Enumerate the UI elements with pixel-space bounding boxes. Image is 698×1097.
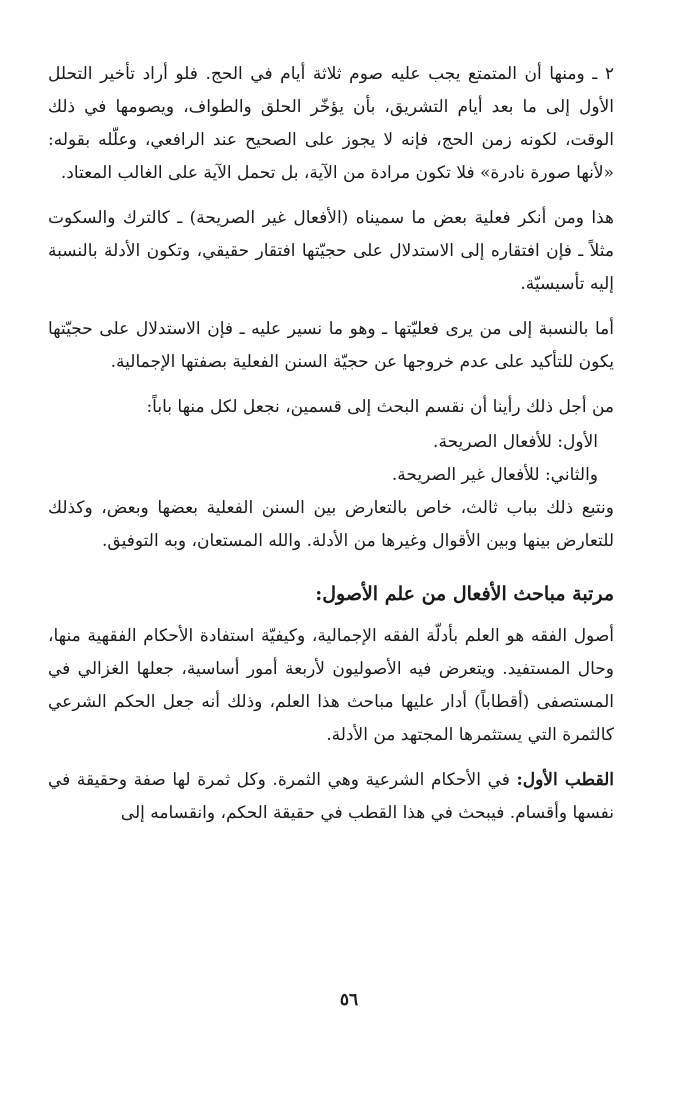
paragraph-6: أصول الفقه هو العلم بأدلّة الفقه الإجمالية، وكيفيّة استفادة الأحكام الفقهية منها، وحال المستفيد. ويتعرض فيه الأصوليون لأربعة أمور أساسية، جعلها الغزالي في المستصفى (أقطاباً) أدار عليها مباحث هذا العلم، وذلك أنه جعل الحكم الشرعي كالثمرة التي يستثمرها المجتهد من الأدلة. xyxy=(48,626,614,745)
paragraph-7-text: في الأحكام الشرعية وهي الثمرة. وكل ثمرة لها صفة وحقيقة في نفسها وأقسام. فيبحث في هذا القطب في حقيقة الحكم، وانقسامه إلى xyxy=(48,770,614,823)
list-item-first: الأول: للأفعال الصريحة. xyxy=(433,432,598,452)
paragraph-3: أما بالنسبة إلى من يرى فعليّتها ـ وهو ما نسير عليه ـ فإن الاستدلال على حجيّتها يكون للتأكيد على عدم خروجها عن حجيّة السنن الفعلية بصفتها الإجمالية. xyxy=(48,319,614,372)
list-item-second: والثاني: للأفعال غير الصريحة. xyxy=(391,465,598,485)
paragraph-5: ونتبع ذلك بباب ثالث، خاص بالتعارض بين السنن الفعلية بعضها وبعض، وكذلك للتعارض بينها وبين الأقوال وغيرها من الأدلة. والله المستعان، وبه التوفيق. xyxy=(48,498,614,551)
paragraph-7 xyxy=(48,764,614,830)
page-number: ٥٦ xyxy=(339,990,359,1010)
paragraph-1: ٢ ـ ومنها أن المتمتع يجب عليه صوم ثلاثة أيام في الحج. فلو أراد تأخير التحلل الأول إلى ما بعد أيام التشريق، بأن يؤخّر الحلق والطواف، ويصومها في ذلك الوقت، لكونه زمن الحج، فإنه لا يجوز على الصحيح عند الرافعي، وعلّله بقوله: «لأنها صورة نادرة» فلا تكون مرادة من الآية، بل تحمل الآية على الغالب المعتاد. xyxy=(48,64,614,183)
section-heading: مرتبة مباحث الأفعال من علم الأصول: xyxy=(315,583,614,605)
paragraph-2: هذا ومن أنكر فعلية بعض ما سميناه (الأفعال غير الصريحة) ـ كالترك والسكوت مثلاً ـ فإن افتقاره إلى الاستدلال على حجيّتها افتقار حقيقي، وتكون الأدلة بالنسبة إليه تأسيسيّة. xyxy=(48,208,614,294)
paragraph-4: من أجل ذلك رأينا أن نقسم البحث إلى قسمين، نجعل لكل منها باباً: xyxy=(146,397,614,417)
paragraph-7-lead: القطب الأول: xyxy=(516,770,614,790)
page-body xyxy=(48,58,614,842)
